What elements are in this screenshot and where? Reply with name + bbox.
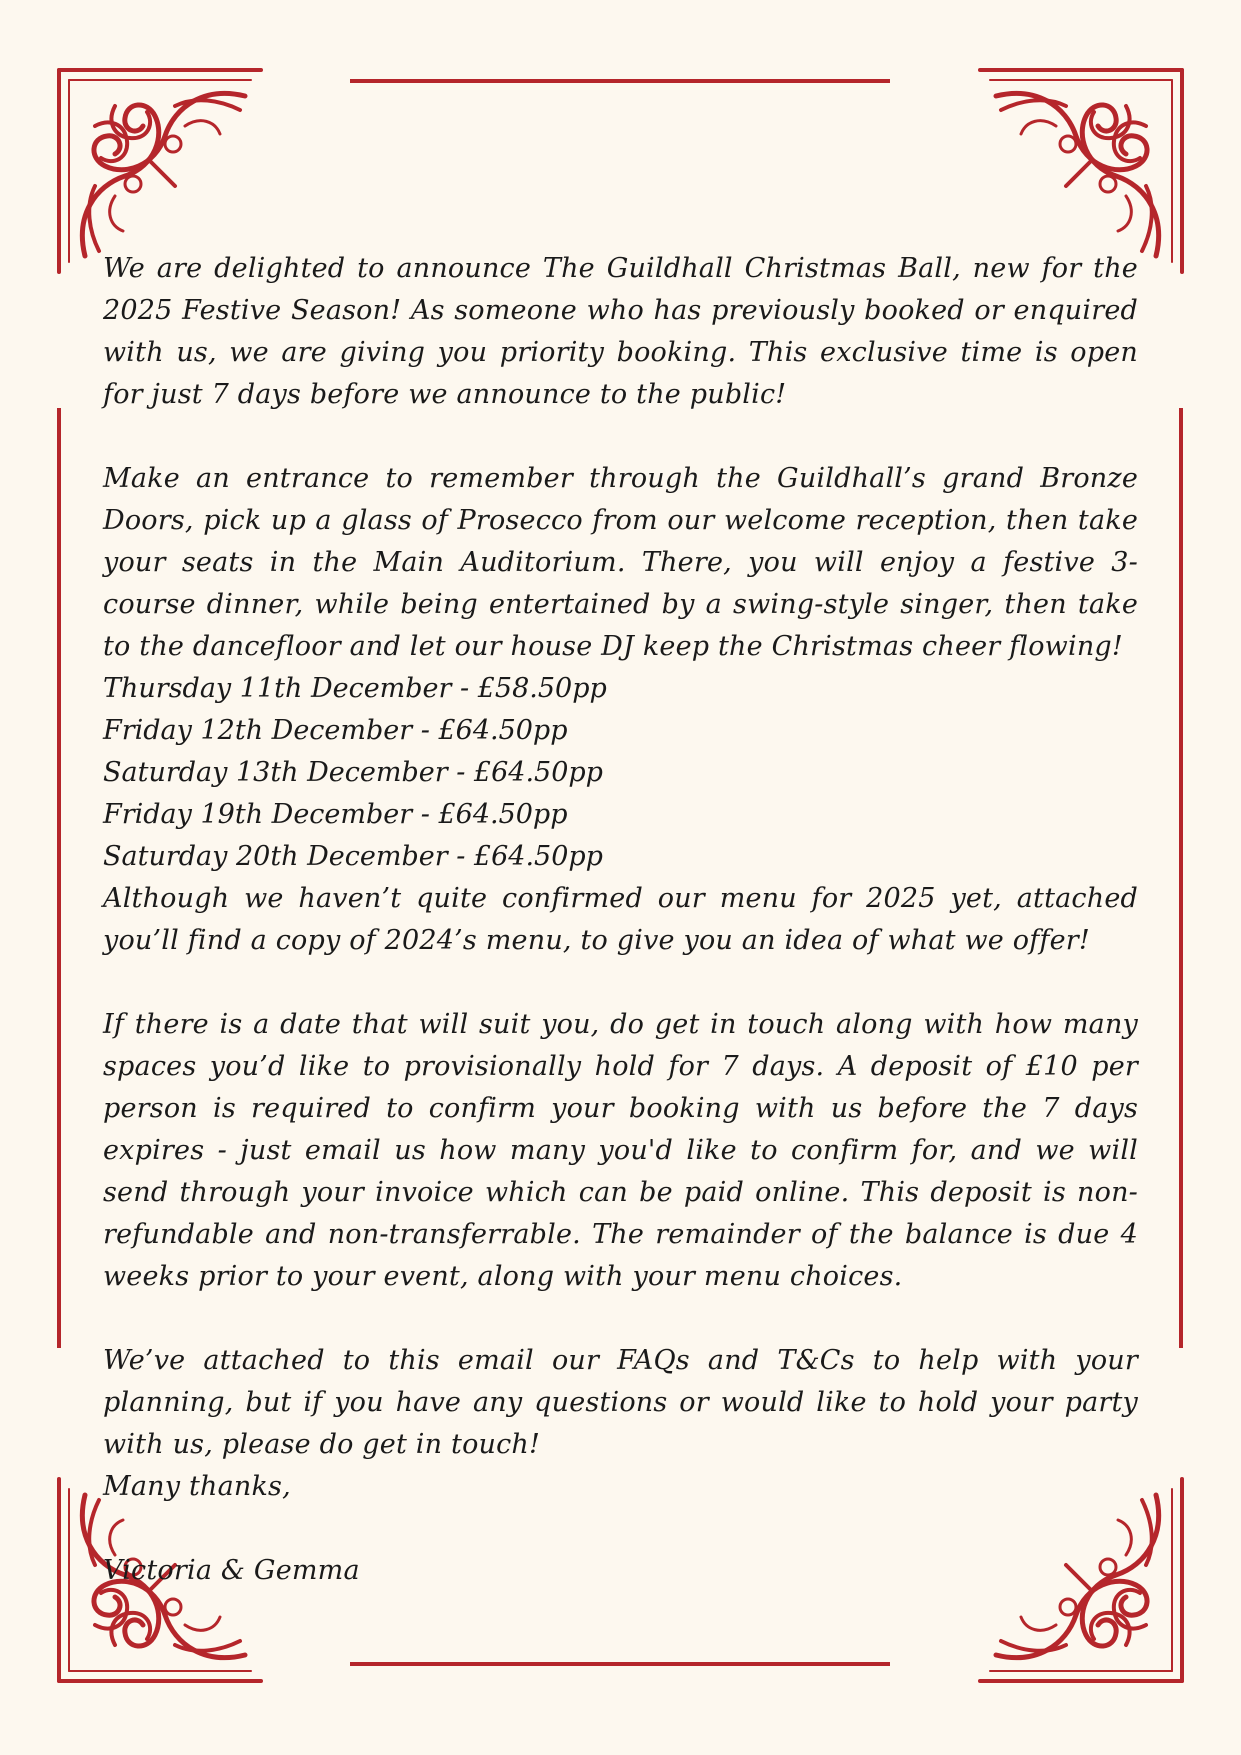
signoff-spacer [103, 1508, 1138, 1550]
left-rule [57, 408, 61, 1348]
date-price-item: Friday 12th December - £64.50pp [103, 715, 568, 746]
closing-paragraph: We’ve attached to this email our FAQs and T&Cs to help with your planning, but if you have any questions or would like to hold your party with us, please do get in touch! [103, 1345, 1138, 1460]
date-price-list [103, 668, 1138, 878]
booking-paragraph: If there is a date that will suit you, do get in touch along with how many spaces you’d like to provisionally hold for 7 days. A deposit of £10 per person is required to confirm your booking with us before the 7 days expires - just email us how many you'd like to confirm for, and we will send through your invoice which can be paid online. This deposit is non-refundable and non-transferrable. The remainder of the balance is due 4 weeks prior to your event, along with your menu choices. [103, 1009, 1138, 1292]
paragraph-spacer [103, 1298, 1138, 1340]
bottom-rule [350, 1662, 890, 1666]
right-rule [1179, 408, 1183, 1348]
signoff: Many thanks, [103, 1471, 291, 1502]
paragraph-spacer [103, 962, 1138, 1004]
corner-ornament-top-left-icon [55, 66, 265, 276]
event-description-paragraph: Make an entrance to remember through the Guildhall’s grand Bronze Doors, pick up a glass of Prosecco from our welcome reception, then take your seats in the Main Auditorium. There, you will enjoy a festive 3-course dinner, while being entertained by a swing-style singer, then take to the dancefloor and let our house DJ keep the Christmas cheer flowing! [103, 463, 1138, 662]
date-price-item: Thursday 11th December - £58.50pp [103, 673, 607, 704]
paragraph-spacer [103, 416, 1138, 458]
corner-ornament-top-right-icon [976, 66, 1186, 276]
menu-paragraph: Although we haven’t quite confirmed our menu for 2025 yet, attached you’ll find a copy of 2024’s menu, to give you an idea of what we offer! [103, 883, 1138, 956]
top-rule [350, 79, 890, 83]
date-price-item: Saturday 13th December - £64.50pp [103, 757, 603, 788]
date-price-item: Friday 19th December - £64.50pp [103, 799, 568, 830]
intro-paragraph: We are delighted to announce The Guildhall Christmas Ball, new for the 2025 Festive Season! As someone who has previously booked or enquired with us, we are giving you priority booking. This exclusive time is open for just 7 days before we announce to the public! [103, 253, 1138, 410]
signature: Victoria & Gemma [103, 1555, 360, 1586]
date-price-item: Saturday 20th December - £64.50pp [103, 841, 603, 872]
letter-body [103, 248, 1138, 1592]
